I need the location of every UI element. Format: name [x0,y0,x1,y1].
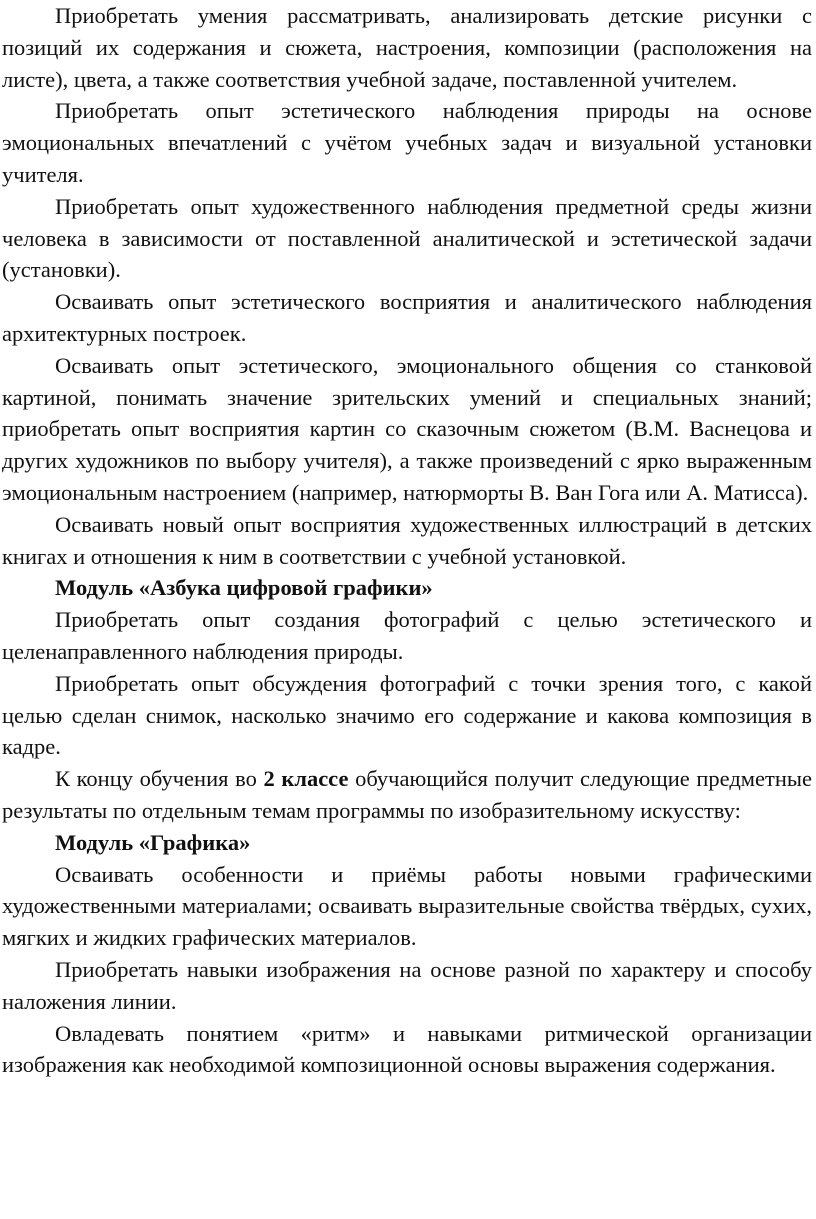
paragraph-book-illustrations: Осваивать новый опыт восприятия художественных иллюстраций в детских книгах и отношения к ним в соответствии с учебной установкой. [2,511,812,569]
paragraph-rhythm: Овладевать понятием «ритм» и навыками ритмической организации изображения как необходимой композиционной основы выражения содержания. [2,1020,812,1078]
paragraph-grade-two-intro [2,763,812,827]
paragraph-photo-creation: Приобретать опыт создания фотографий с целью эстетического и целенаправленного наблюдения природы. [2,607,812,664]
paragraph-graphic-materials: Осваивать особенности и приёмы работы новыми графическими художественными материалами; осваивать выразительные свойства твёрдых, сухих, мягких и жидких графических материалов. [2,861,812,951]
paragraph-nature-observation: Приобретать опыт эстетического наблюдения природы на основе эмоциональных впечатлений с учётом учебных задач и визуальной установки учителя. [2,98,812,187]
paragraph-subject-environment: Приобретать опыт художественного наблюдения предметной среды жизни человека в зависимости от поставленной аналитической и эстетической задачи (установки). [2,193,812,283]
grade-intro-before: К концу обучения во [55,766,264,792]
grade-intro-bold: 2 классе [263,766,349,792]
paragraph-easel-painting: Осваивать опыт эстетического, эмоционального общения со станковой картиной, понимать значение зрительских умений и специальных знаний; приобретать опыт восприятия картин со сказочным сюжетом (В.М. Васнецова и других художников по выбору учителя), а также произведений с ярко выраженным эмоциональным настроением (например, натюрморты В. Ван Гога или А. Матисса). [2,352,812,505]
grade-intro-after: обучающийся получит следующие предметные результаты по отдельным темам программы по изобразительному искусству: [2,766,812,823]
paragraph-architecture: Осваивать опыт эстетического восприятия и аналитического наблюдения архитектурных построек. [2,289,812,346]
paragraph-photo-discussion: Приобретать опыт обсуждения фотографий с точки зрения того, с какой целью сделан снимок, насколько значимо его содержание и какова композиция в кадре. [2,670,812,760]
section-heading-graphics: Модуль «Графика» [55,829,251,855]
paragraph-drawings-analysis: Приобретать умения рассматривать, анализировать детские рисунки с позиций их содержания и сюжета, настроения, композиции (расположения на листе), цвета, а также соответствия учебной задаче, поставленной учителем. [2,3,812,92]
paragraph-line-drawing: Приобретать навыки изображения на основе разной по характеру и способу наложения линии. [2,956,812,1014]
section-heading-digital-graphics: Модуль «Азбука цифровой графики» [55,575,433,601]
